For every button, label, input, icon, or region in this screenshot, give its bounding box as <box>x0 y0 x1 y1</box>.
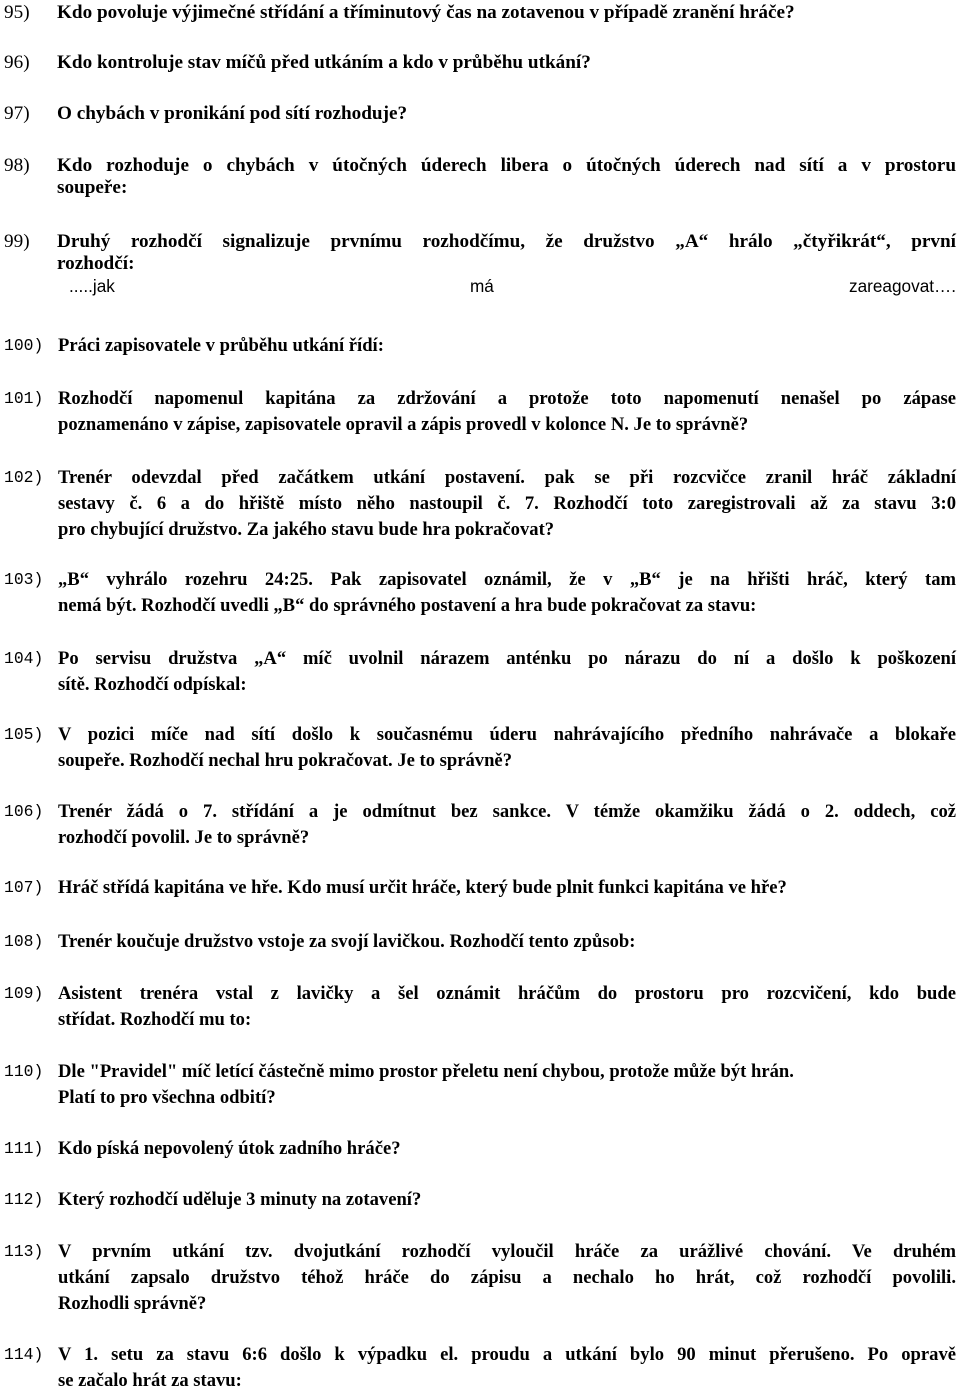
question-text <box>58 1059 956 1111</box>
question-line: Kdo kontroluje stav míčů před utkáním a kdo v průběhu utkání? <box>57 52 591 73</box>
question-96 <box>4 52 956 74</box>
question-text <box>58 929 956 955</box>
question-number: 95) <box>4 2 30 23</box>
question-text <box>58 799 956 851</box>
question-number: 103) <box>4 570 44 589</box>
question-line: Trenér koučuje družstvo vstoje za svojí lavičkou. Rozhodčí tento způsob: <box>58 931 636 952</box>
question-number: 105) <box>4 725 44 744</box>
question-110 <box>4 1059 956 1111</box>
question-number: 114) <box>4 1345 44 1364</box>
question-text <box>58 646 956 698</box>
question-text <box>58 722 956 774</box>
question-97 <box>4 103 956 125</box>
question-line: soupeře. Rozhodčí nechal hru pokračovat. Je to správně? <box>58 750 512 771</box>
question-text <box>57 103 956 125</box>
question-109 <box>4 981 956 1033</box>
question-line: sítě. Rozhodčí odpískal: <box>58 674 247 695</box>
question-line: pro chybující družstvo. Za jakého stavu bude hra pokračovat? <box>58 519 555 540</box>
question-line: střídat. Rozhodčí mu to: <box>58 1009 252 1030</box>
question-line: Dle "Pravidel" míč letící částečně mimo prostor přeletu není chybou, protože může být hrán. <box>58 1061 794 1082</box>
question-text <box>57 155 956 199</box>
question-108 <box>4 929 956 955</box>
question-line: nemá být. Rozhodčí uvedli „B“ do správného postavení a hra bude pokračovat za stavu: <box>58 595 757 616</box>
question-line: Práci zapisovatele v průběhu utkání řídí: <box>58 335 384 356</box>
question-100 <box>4 333 956 359</box>
question-number: 110) <box>4 1062 44 1081</box>
question-subline: .....jak má zareagovat…. <box>69 276 956 296</box>
question-text <box>57 2 956 24</box>
question-99 <box>4 231 956 297</box>
question-number: 101) <box>4 389 44 408</box>
question-98 <box>4 155 956 199</box>
question-line: Asistent trenéra vstal z lavičky a šel oznámit hráčům do prostoru pro rozcvičení, kdo bude <box>58 983 956 1004</box>
question-105 <box>4 722 956 774</box>
question-line: V pozici míče nad sítí došlo k současnému úderu nahrávajícího předního nahrávače a blokaře <box>58 724 956 745</box>
question-number: 104) <box>4 649 44 668</box>
question-line: rozhodčí: <box>57 253 135 274</box>
question-line: Kdo píská nepovolený útok zadního hráče? <box>58 1138 401 1159</box>
question-line: Který rozhodčí uděluje 3 minuty na zotavení? <box>58 1189 422 1210</box>
question-text <box>58 1187 956 1213</box>
question-text <box>58 567 956 619</box>
question-text <box>58 1239 956 1317</box>
question-114 <box>4 1342 956 1394</box>
question-number: 99) <box>4 231 30 252</box>
question-line: „B“ vyhrálo rozehru 24:25. Pak zapisovatel oznámil, že v „B“ je na hřišti hráč, který tam <box>58 569 956 590</box>
question-line: Kdo rozhoduje o chybách v útočných úderech libera o útočných úderech nad sítí a v prostoru <box>57 155 956 176</box>
question-line: Trenér žádá o 7. střídání a je odmítnut bez sankce. V témže okamžiku žádá o 2. oddech, což <box>58 801 956 822</box>
question-101 <box>4 386 956 438</box>
question-text <box>58 465 956 543</box>
question-line: Rozhodčí napomenul kapitána za zdržování a protože toto napomenutí nenašel po zápase <box>58 388 956 409</box>
question-number: 102) <box>4 468 44 487</box>
question-line: poznamenáno v zápise, zapisovatele opravil a zápis provedl v kolonce N. Je to správně? <box>58 414 749 435</box>
question-line: Druhý rozhodčí signalizuje prvnímu rozhodčímu, že družstvo „A“ hrálo „čtyřikrát“, první <box>57 231 956 252</box>
question-text <box>58 386 956 438</box>
question-number: 113) <box>4 1242 44 1261</box>
question-number: 96) <box>4 52 30 73</box>
question-113 <box>4 1239 956 1317</box>
question-line: V prvním utkání tzv. dvojutkání rozhodčí vyloučil hráče za urážlivé chování. Ve druhém <box>58 1241 956 1262</box>
question-line: rozhodčí povolil. Je to správně? <box>58 827 310 848</box>
question-104 <box>4 646 956 698</box>
question-text <box>58 333 956 359</box>
question-number: 98) <box>4 155 30 176</box>
question-103 <box>4 567 956 619</box>
question-112 <box>4 1187 956 1213</box>
question-number: 109) <box>4 984 44 1003</box>
question-line: sestavy č. 6 a do hřiště místo něho nastoupil č. 7. Rozhodčí toto zaregistrovali až za stavu 3:0 <box>58 493 956 514</box>
question-number: 111) <box>4 1139 44 1158</box>
question-line: Hráč střídá kapitána ve hře. Kdo musí určit hráče, který bude plnit funkci kapitána ve hře? <box>58 877 787 898</box>
question-line: se začalo hrát za stavu: <box>58 1370 242 1391</box>
question-line: soupeře: <box>57 177 128 198</box>
question-text <box>58 1136 956 1162</box>
question-number: 112) <box>4 1190 44 1209</box>
question-text <box>58 1342 956 1394</box>
question-106 <box>4 799 956 851</box>
question-number: 108) <box>4 932 44 951</box>
question-line: Rozhodli správně? <box>58 1293 207 1314</box>
question-111 <box>4 1136 956 1162</box>
question-line: V 1. setu za stavu 6:6 došlo k výpadku el. proudu a utkání bylo 90 minut přerušeno. Po opravě <box>58 1344 956 1365</box>
question-number: 106) <box>4 802 44 821</box>
question-line: Kdo povoluje výjimečné střídání a tříminutový čas na zotavenou v případě zranění hráče? <box>57 2 795 23</box>
question-number: 107) <box>4 878 44 897</box>
question-102 <box>4 465 956 543</box>
question-text <box>58 981 956 1033</box>
question-number: 97) <box>4 103 30 124</box>
question-line: Po servisu družstva „A“ míč uvolnil nárazem anténku po nárazu do ní a došlo k poškození <box>58 648 956 669</box>
question-number: 100) <box>4 336 44 355</box>
question-line: Trenér odevzdal před začátkem utkání postavení. pak se při rozcvičce zranil hráč základní <box>58 467 956 488</box>
question-text <box>57 231 956 297</box>
question-line: Platí to pro všechna odbití? <box>58 1087 276 1108</box>
question-text <box>58 875 956 901</box>
question-line: utkání zapsalo družstvo téhož hráče do zápisu a nechalo ho hrát, což rozhodčí povolili. <box>58 1267 956 1288</box>
question-line: O chybách v pronikání pod sítí rozhoduje? <box>57 103 408 124</box>
question-95 <box>4 2 956 24</box>
question-text <box>57 52 956 74</box>
question-107 <box>4 875 956 901</box>
